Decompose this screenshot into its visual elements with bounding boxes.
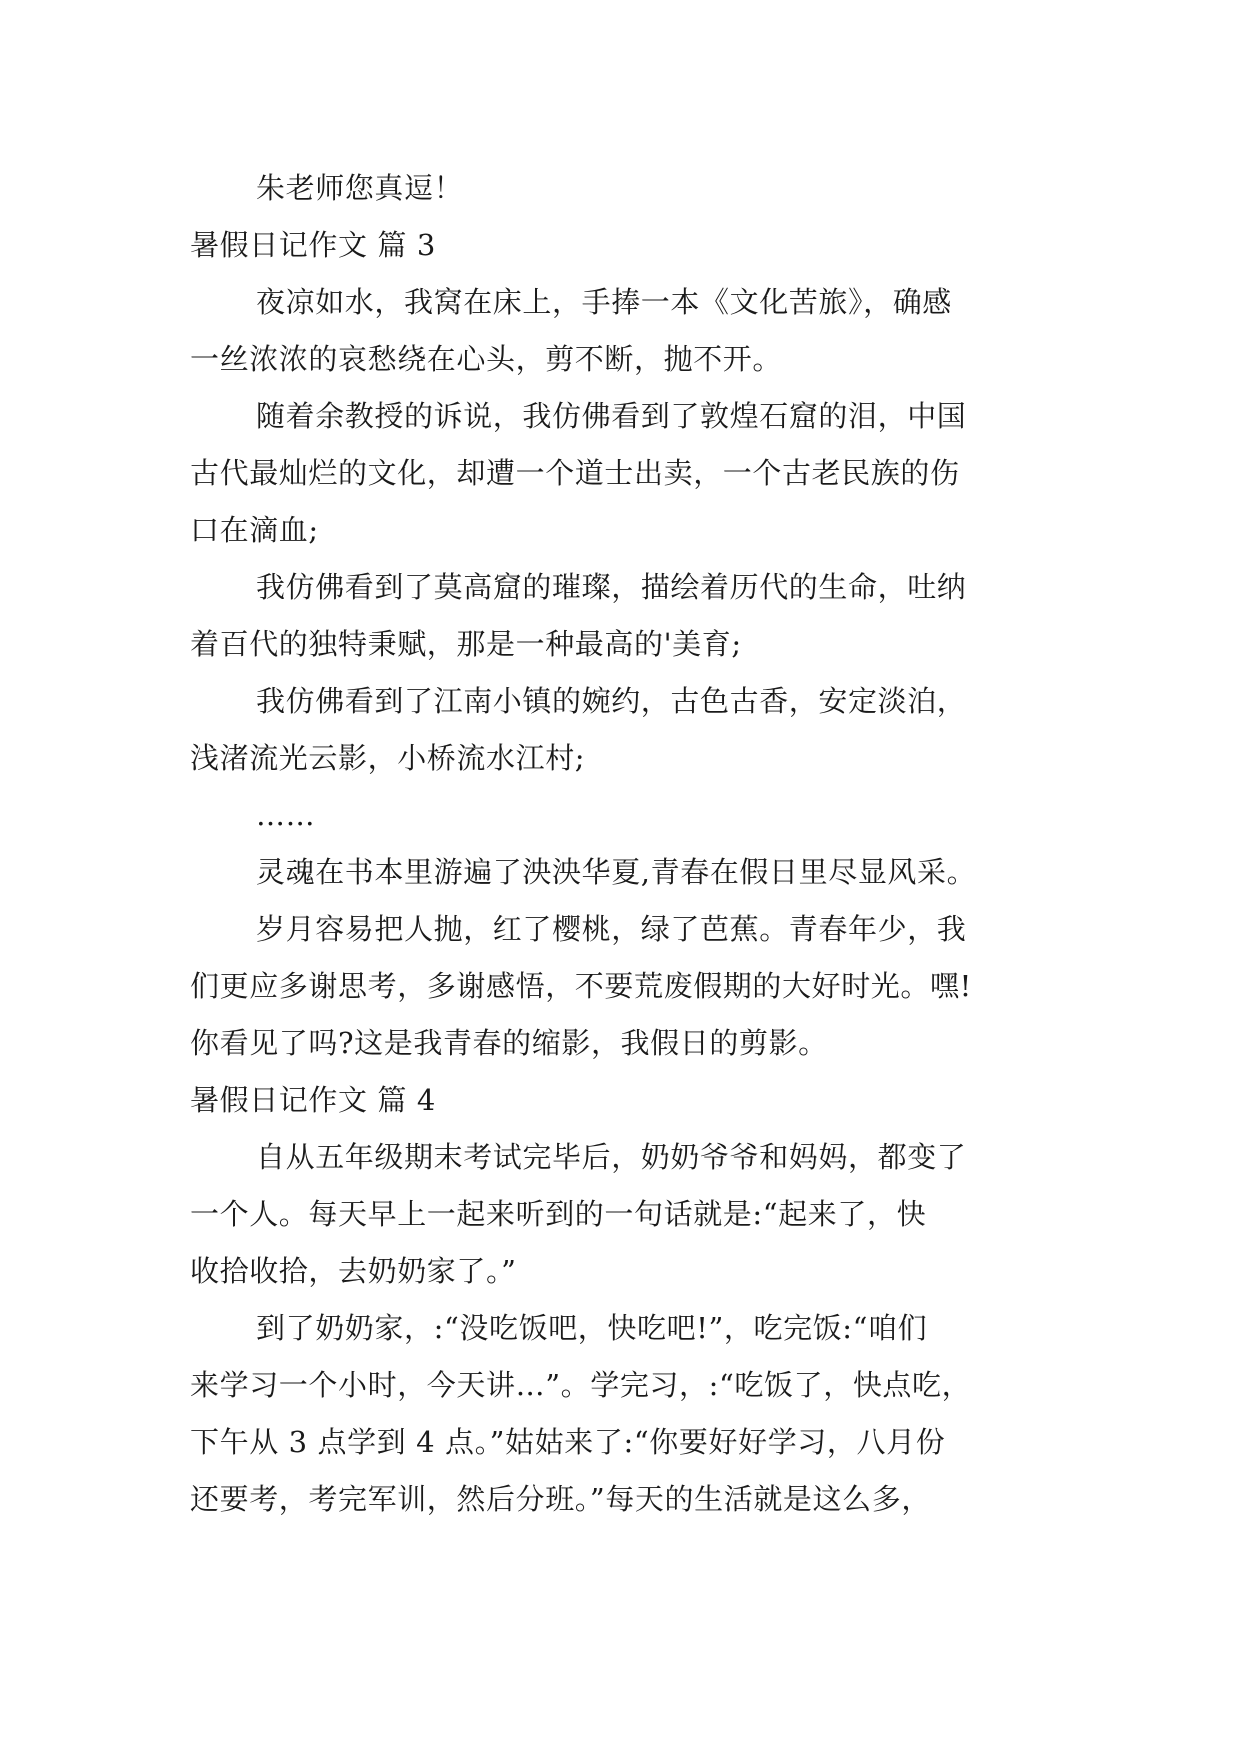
- paragraph-line: 到了奶奶家，:“没吃饭吧，快吃吧!”，吃完饭:“咱们: [256, 1311, 928, 1345]
- paragraph-line: 口在滴血;: [190, 513, 319, 547]
- paragraph-line: 收拾收拾，去奶奶家了。”: [190, 1254, 517, 1288]
- paragraph-line: 来学习一个小时，今天讲…”。学完习，:“吃饭了，快点吃，: [190, 1368, 972, 1402]
- section-heading: 暑假日记作文 篇 4: [190, 1083, 436, 1117]
- paragraph-line: 下午从 3 点学到 4 点。”姑姑来了:“你要好好学习，八月份: [190, 1425, 946, 1459]
- document-body: [190, 160, 1060, 1528]
- paragraph-line: 朱老师您真逗！: [256, 171, 464, 205]
- paragraph-line: 自从五年级期末考试完毕后，奶奶爷爷和妈妈，都变了: [256, 1140, 967, 1174]
- section-heading: 暑假日记作文 篇 3: [190, 228, 436, 262]
- paragraph-line: 我仿佛看到了江南小镇的婉约，古色古香，安定淡泊，: [256, 684, 967, 718]
- paragraph-line: 灵魂在书本里游遍了泱泱华夏,青春在假日里尽显风采。: [256, 855, 977, 889]
- paragraph-line: 着百代的独特秉赋，那是一种最高的'美育;: [190, 627, 742, 661]
- paragraph-line: 还要考，考完军训，然后分班。”每天的生活就是这么多，: [190, 1482, 931, 1516]
- paragraph-line: 浅渚流光云影，小桥流水江村;: [190, 741, 586, 775]
- paragraph-line: 古代最灿烂的文化，却遭一个道士出卖，一个古老民族的伤: [190, 456, 960, 490]
- paragraph-line: 一个人。每天早上一起来听到的一句话就是:“起来了，快: [190, 1197, 927, 1231]
- paragraph-line: 你看见了吗?这是我青春的缩影，我假日的剪影。: [190, 1026, 828, 1060]
- paragraph-line: 我仿佛看到了莫高窟的璀璨，描绘着历代的生命，吐纳: [256, 570, 967, 604]
- paragraph-line: 们更应多谢思考，多谢感悟，不要荒废假期的大好时光。嘿!: [190, 969, 972, 1003]
- ellipsis-line: ……: [256, 798, 316, 832]
- paragraph-line: 岁月容易把人抛，红了樱桃，绿了芭蕉。青春年少，我: [256, 912, 967, 946]
- paragraph-line: 夜凉如水，我窝在床上，手捧一本《文化苦旅》，确感: [256, 285, 952, 319]
- paragraph-line: 一丝浓浓的哀愁绕在心头，剪不断，抛不开。: [190, 342, 783, 376]
- paragraph-line: 随着余教授的诉说，我仿佛看到了敦煌石窟的泪，中国: [256, 399, 967, 433]
